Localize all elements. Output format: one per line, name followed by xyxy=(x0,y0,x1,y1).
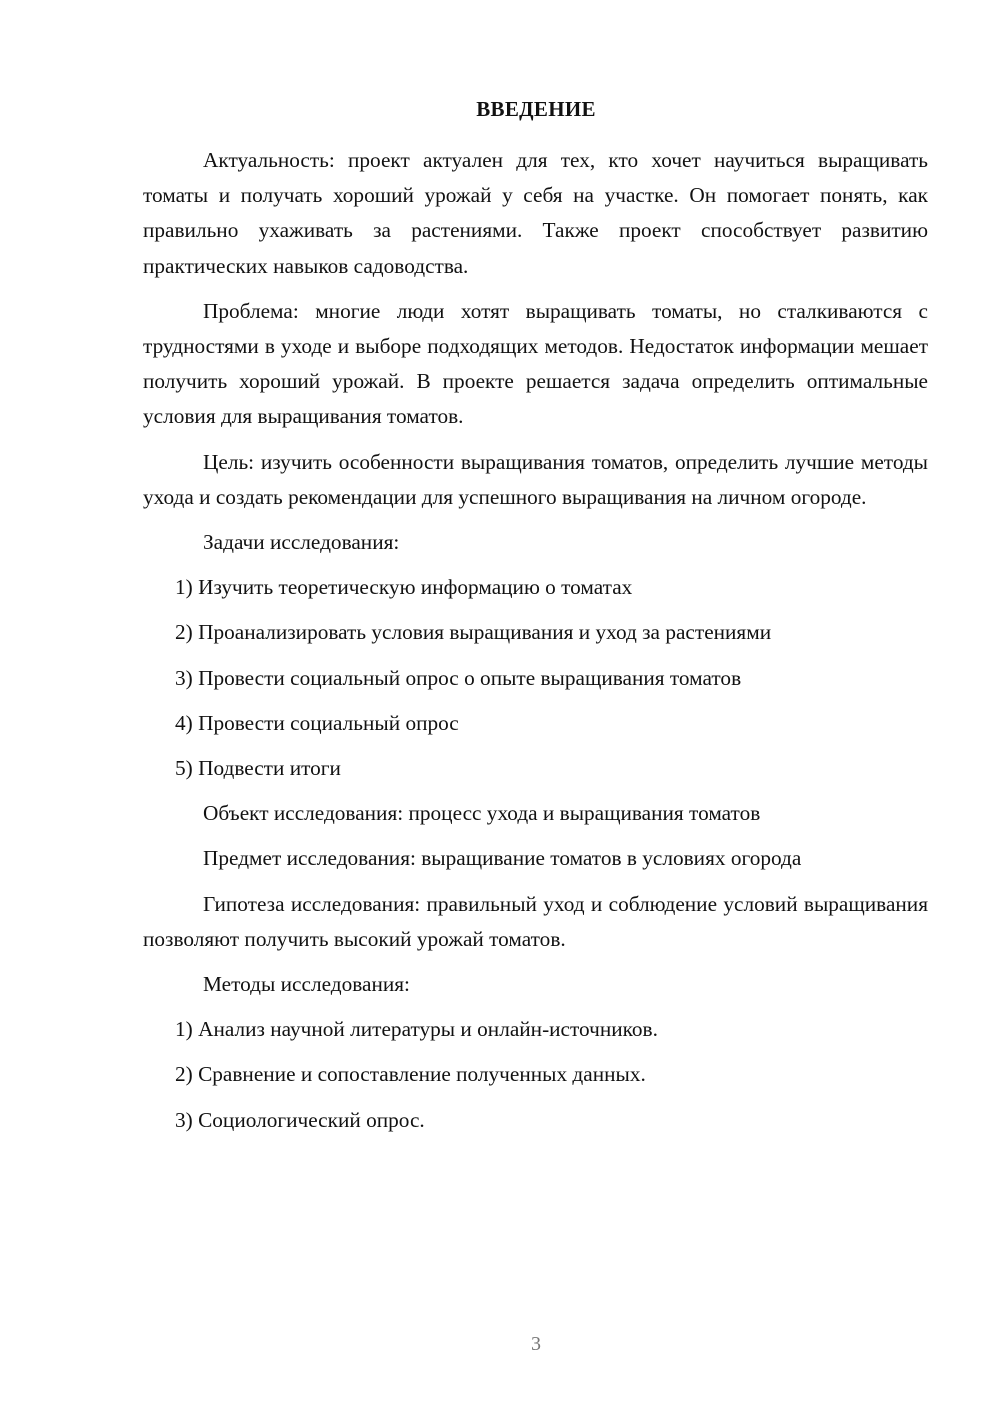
method-item: 1) Анализ научной литературы и онлайн-источников. xyxy=(175,1017,658,1042)
section-title: ВВЕДЕНИЕ xyxy=(476,97,596,121)
task-item: 4) Провести социальный опрос xyxy=(175,710,459,735)
methods-heading: Методы исследования: xyxy=(203,972,410,997)
problem-paragraph: Проблема: многие люди хотят выращивать томаты, но сталкиваются с трудностями в уходе и выборе подходящих методов. Недостаток информации мешает получить хороший урожай. В проекте решается задача определить оптимальные условия для выращивания томатов. xyxy=(143,298,928,429)
method-item: 3) Социологический опрос. xyxy=(175,1107,425,1132)
task-item: 3) Провести социальный опрос о опыте выращивания томатов xyxy=(175,665,742,690)
relevance-paragraph: Актуальность: проект актуален для тех, кто хочет научиться выращивать томаты и получать хороший урожай у себя на участке. Он помогает понять, как правильно ухаживать за растениями. Также проект способствует развитию практических навыков садоводства. xyxy=(143,148,928,278)
tasks-heading: Задачи исследования: xyxy=(203,530,400,555)
hypothesis-paragraph: Гипотеза исследования: правильный уход и соблюдение условий выращивания позволяют получить высокий урожай томатов. xyxy=(143,891,928,951)
goal-paragraph: Цель: изучить особенности выращивания томатов, определить лучшие методы ухода и создать рекомендации для успешного выращивания на личном огороде. xyxy=(143,449,928,509)
research-object: Объект исследования: процесс ухода и выращивания томатов xyxy=(203,801,761,826)
task-item: 5) Подвести итоги xyxy=(175,756,341,781)
page-number: 3 xyxy=(531,1333,541,1355)
task-item: 1) Изучить теоретическую информацию о томатах xyxy=(175,575,633,600)
document-body xyxy=(143,143,928,1148)
research-subject: Предмет исследования: выращивание томатов в условиях огорода xyxy=(203,846,802,871)
method-item: 2) Сравнение и сопоставление полученных данных. xyxy=(175,1062,646,1087)
task-item: 2) Проанализировать условия выращивания и уход за растениями xyxy=(175,620,772,645)
